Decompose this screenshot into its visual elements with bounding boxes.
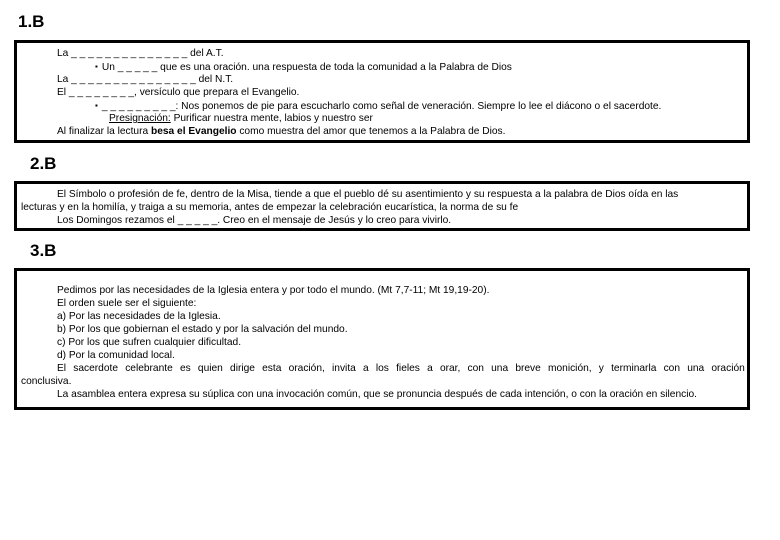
section-3-line-8: conclusiva. — [21, 376, 72, 387]
presignacion-label: Presignación: — [109, 113, 171, 124]
section-3-line-6: d) Por la comunidad local. — [57, 350, 175, 361]
justified-word: El — [57, 363, 67, 374]
section-1-line-2 — [95, 60, 512, 74]
justified-word: fieles — [396, 363, 420, 374]
section-1-box — [14, 40, 750, 143]
justified-word: una — [687, 363, 705, 374]
section-3-line-7 — [57, 362, 745, 375]
section-2-line-1: El Símbolo o profesión de fe, dentro de la Misa, tiende a que el pueblo dé su asentimiento y su respuesta a la palabra de Dios oída en las — [57, 189, 679, 200]
section-1-line-6 — [109, 112, 373, 125]
justified-word: quien — [197, 363, 223, 374]
section-1-line-2-text: Un _ _ _ _ _ que es una oración. una respuesta de toda la comunidad a la Palabra de Dios — [101, 62, 512, 73]
section-1-line-5-text: _ _ _ _ _ _ _ _ _: Nos ponemos de pie para escucharlo como señal de veneración. Siempre lo lee el diácono o el sacerdote. — [101, 101, 662, 112]
section-2-line-2: lecturas y en la homilía, y traiga a su memoria, antes de empezar la celebración eucarística, la norma de su fe — [21, 202, 519, 213]
section-1-line-7 — [57, 125, 505, 138]
justified-word: y — [598, 363, 604, 374]
justified-word: con — [663, 363, 680, 374]
justified-word: dirige — [230, 363, 255, 374]
justified-word: es — [179, 363, 191, 374]
justified-word: una — [491, 363, 509, 374]
section-2-heading: 2.B — [26, 153, 62, 175]
section-3-line-1: Pedimos por las necesidades de la Iglesia entera y por todo el mundo. (Mt 7,7-11; Mt 19,19-20). — [57, 285, 490, 296]
section-1-line-1: La _ _ _ _ _ _ _ _ _ _ _ _ _ _ del A.T. — [57, 48, 224, 59]
section-3-heading: 3.B — [26, 240, 62, 262]
section-1-line-7-post: como muestra del amor que tenemos a la Palabra de Dios. — [236, 126, 506, 137]
section-1-line-3: La _ _ _ _ _ _ _ _ _ _ _ _ _ _ _ del N.T. — [57, 74, 234, 85]
section-3-line-9: La asamblea entera expresa su súplica con una invocación común, que se pronuncia después de cada intención, o con la oración en silencio. — [57, 389, 697, 400]
justified-word: oración — [711, 363, 745, 374]
section-3-line-2: El orden suele ser el siguiente: — [57, 298, 197, 309]
justified-word: los — [375, 363, 389, 374]
justified-word: a — [427, 363, 433, 374]
section-3-line-3: a) Por las necesidades de la Iglesia. — [57, 311, 221, 322]
section-1-heading: 1.B — [14, 11, 50, 33]
justified-word: orar, — [439, 363, 461, 374]
section-3-line-4: b) Por los que gobiernan el estado y por la salvación del mundo. — [57, 324, 348, 335]
presignacion-text: Purificar nuestra mente, labios y nuestro ser — [170, 113, 373, 124]
section-2-box — [14, 181, 750, 231]
justified-word: con — [467, 363, 484, 374]
justified-word: terminarla — [611, 363, 657, 374]
justified-word: esta — [262, 363, 282, 374]
justified-word: sacerdote — [73, 363, 118, 374]
justified-word: a — [363, 363, 369, 374]
justified-word: monición, — [548, 363, 592, 374]
section-3-box — [14, 268, 750, 410]
section-1-line-5 — [95, 99, 661, 113]
section-1-line-4: El _ _ _ _ _ _ _ _, versículo que prepara el Evangelio. — [57, 87, 300, 98]
justified-word: celebrante — [125, 363, 173, 374]
justified-word: oración, — [288, 363, 325, 374]
section-1-line-7-pre: Al finalizar la lectura — [57, 126, 151, 137]
section-2-line-3: Los Domingos rezamos el _ _ _ _ _. Creo en el mensaje de Jesús y lo creo para vivirlo. — [57, 215, 452, 226]
section-3-line-5: c) Por los que sufren cualquier dificultad. — [57, 337, 242, 348]
section-1-line-7-bold: besa el Evangelio — [151, 126, 237, 137]
justified-word: breve — [515, 363, 541, 374]
justified-word: invita — [332, 363, 356, 374]
